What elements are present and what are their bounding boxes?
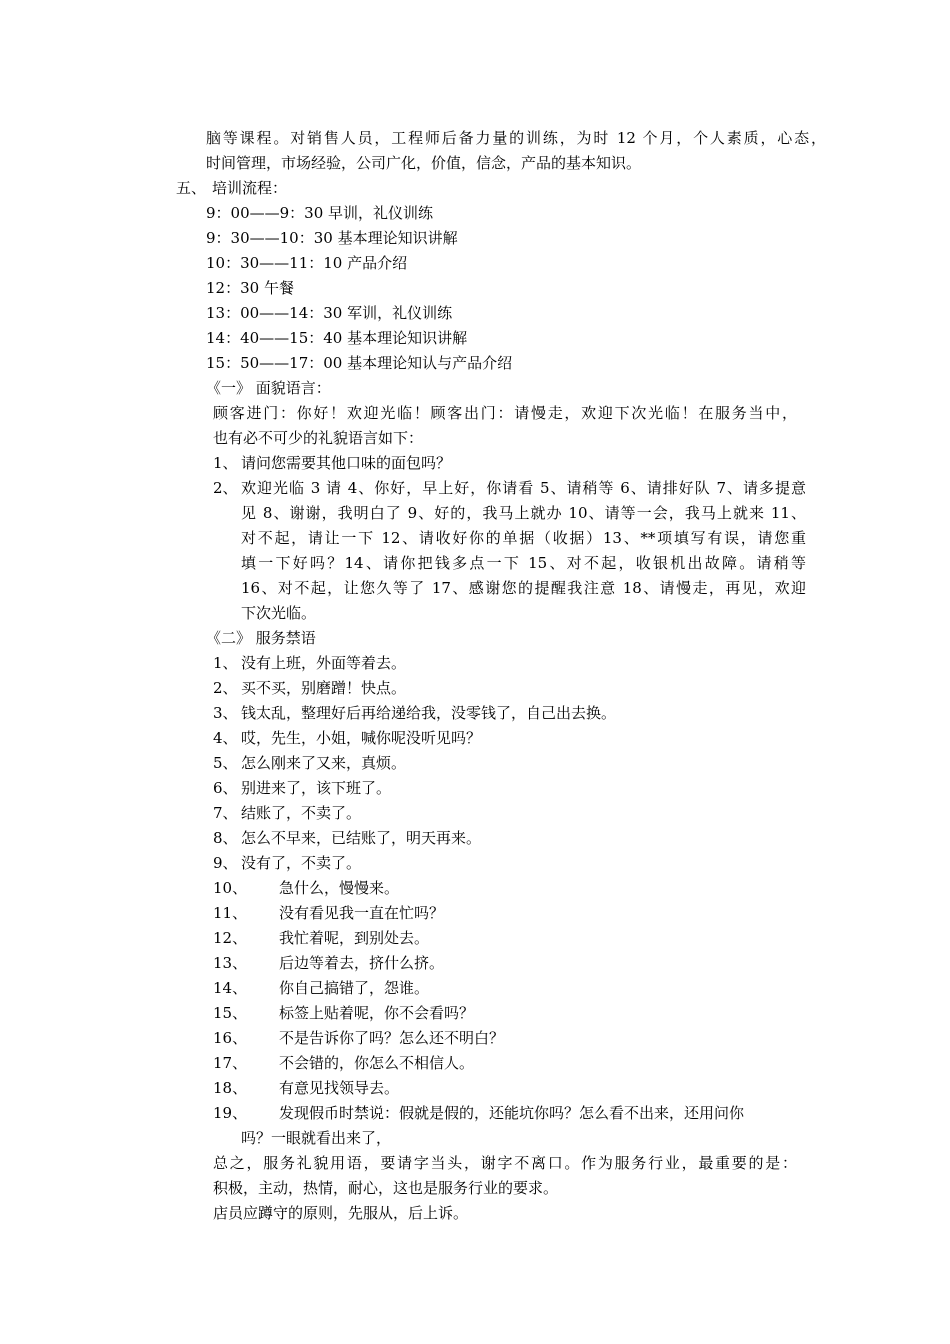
list-item-line: 16、对不起，让您久等了 17、感谢您的提醒我注意 18、请慢走，再见，欢迎 xyxy=(241,579,806,597)
list-item-text: 钱太乱，整理好后再给递给我，没零钱了，自己出去换。 xyxy=(241,704,617,722)
list-item-number: 3、 xyxy=(213,704,238,722)
list-item xyxy=(213,728,481,748)
list-item-text: 没有上班，外面等着去。 xyxy=(241,654,407,672)
list-item-line: 见 8、谢谢，我明白了 9、好的，我马上就办 10、请等一会，我马上就来 11、 xyxy=(241,504,806,522)
list-item xyxy=(213,1053,474,1073)
list-item-number: 11、 xyxy=(213,904,248,922)
list-item xyxy=(213,928,429,948)
list-item-text: 发现假币时禁说：假就是假的，还能坑你吗？怎么看不出来，还用问你 xyxy=(279,1104,745,1122)
list-item-text: 急什么，慢慢来。 xyxy=(279,879,400,897)
list-item-number: 17、 xyxy=(213,1054,248,1072)
list-item-continuation: 吗？一眼就看出来了， xyxy=(241,1129,392,1147)
list-item-number: 7、 xyxy=(213,804,238,822)
list-item-text: 后边等着去，挤什么挤。 xyxy=(279,954,445,972)
list-item xyxy=(213,878,399,898)
list-item-number: 10、 xyxy=(213,879,248,897)
list-item-text: 不是告诉你了吗？怎么还不明白？ xyxy=(279,1029,505,1047)
schedule-item: 13：00——14：30 军训，礼仪训练 xyxy=(206,304,453,322)
list-item-line: 下次光临。 xyxy=(241,604,317,622)
list-item-line: 对不起，请让一下 12、请收好你的单据（收据）13、**项填写有误，请您重 xyxy=(241,529,806,547)
list-item-text: 哎，先生，小姐，喊你呢没听见吗？ xyxy=(241,729,482,747)
list-item-number: 19、 xyxy=(213,1104,248,1122)
part-1-heading: 《一》 面貌语言： xyxy=(206,379,331,397)
list-item-number: 14、 xyxy=(213,979,248,997)
list-item-text: 不会错的，你怎么不相信人。 xyxy=(279,1054,475,1072)
list-item-line: 填一下好吗？14、请你把钱多点一下 15、对不起，收银机出故障。请稍等 xyxy=(241,554,806,572)
schedule-item: 14：40——15：40 基本理论知识讲解 xyxy=(206,329,468,347)
list-item-text: 我忙着呢，到别处去。 xyxy=(279,929,430,947)
list-item-line: 欢迎光临 3 请 4、你好，早上好，你请看 5、请稍等 6、请排好队 7、请多提意 xyxy=(241,479,806,497)
part-2-heading: 《二》 服务禁语 xyxy=(206,629,316,647)
list-item xyxy=(213,678,406,698)
list-item-text: 标签上贴着呢，你不会看吗？ xyxy=(279,1004,475,1022)
list-item-number: 8、 xyxy=(213,829,238,847)
list-item-text: 你自己搞错了，怨谁。 xyxy=(279,979,430,997)
schedule-item: 15：50——17：00 基本理论知认与产品介绍 xyxy=(206,354,513,372)
list-item-number: 1、 xyxy=(213,454,238,472)
schedule-item: 10：30——11：10 产品介绍 xyxy=(206,254,408,272)
list-item-number: 13、 xyxy=(213,954,248,972)
conclusion-line-1: 总之，服务礼貌用语，要请字当头，谢字不离口。作为服务行业，最重要的是： xyxy=(213,1154,797,1172)
list-item xyxy=(213,653,406,673)
list-item xyxy=(213,703,616,723)
list-item-number: 9、 xyxy=(213,854,238,872)
part-1-para-line-1: 顾客进门：你好！欢迎光临！顾客出门：请慢走，欢迎下次光临！在服务当中， xyxy=(213,404,797,422)
list-item-text: 结账了，不卖了。 xyxy=(241,804,362,822)
part-1-para-line-2: 也有必不可少的礼貌语言如下： xyxy=(213,429,424,447)
list-item-text: 没有看见我一直在忙吗？ xyxy=(279,904,445,922)
section-5-heading xyxy=(176,178,287,198)
list-item-number: 2、 xyxy=(213,679,238,697)
list-item-number: 6、 xyxy=(213,779,238,797)
intro-line-2: 时间管理，市场经验，公司广化，价值，信念，产品的基本知识。 xyxy=(206,154,642,172)
list-item xyxy=(213,903,444,923)
list-item-text: 买不买，别磨蹭！快点。 xyxy=(241,679,407,697)
list-item xyxy=(213,1028,504,1048)
schedule-item: 12：30 午餐 xyxy=(206,279,294,297)
list-item xyxy=(213,778,391,798)
list-item-text: 别进来了，该下班了。 xyxy=(241,779,392,797)
intro-line-1: 脑等课程。对销售人员，工程师后备力量的训练，为时 12 个月，个人素质，心态， xyxy=(206,129,826,147)
list-item xyxy=(213,853,361,873)
list-item xyxy=(213,803,361,823)
list-item-text: 有意见找领导去。 xyxy=(279,1079,400,1097)
list-item xyxy=(213,1003,474,1023)
conclusion-line-2: 积极，主动，热情，耐心，这也是服务行业的要求。 xyxy=(213,1179,559,1197)
list-item xyxy=(213,978,429,998)
list-item-number: 4、 xyxy=(213,729,238,747)
schedule-item: 9：00——9：30 早训，礼仪训练 xyxy=(206,204,434,222)
list-item-number: 18、 xyxy=(213,1079,248,1097)
list-item: 请问您需要其他口味的面包吗？ xyxy=(241,454,452,472)
list-item xyxy=(213,753,406,773)
section-5-number: 五、 xyxy=(176,179,207,197)
list-item-text: 怎么刚来了又来，真烦。 xyxy=(241,754,407,772)
schedule-item: 9：30——10：30 基本理论知识讲解 xyxy=(206,229,458,247)
list-item xyxy=(213,828,481,848)
list-item-number: 15、 xyxy=(213,1004,248,1022)
list-item xyxy=(213,1103,806,1123)
conclusion-line-3: 店员应蹲守的原则，先服从，后上诉。 xyxy=(213,1204,469,1222)
section-5-title: 培训流程： xyxy=(212,179,288,197)
list-item-number: 1、 xyxy=(213,654,238,672)
list-item xyxy=(213,1078,399,1098)
list-item-number: 16、 xyxy=(213,1029,248,1047)
list-item-number: 12、 xyxy=(213,929,248,947)
list-item-text: 没有了，不卖了。 xyxy=(241,854,362,872)
list-item-number: 5、 xyxy=(213,754,238,772)
list-item-text: 怎么不早来，已结账了，明天再来。 xyxy=(241,829,482,847)
list-item xyxy=(213,953,444,973)
list-item-number: 2、 xyxy=(213,479,238,497)
